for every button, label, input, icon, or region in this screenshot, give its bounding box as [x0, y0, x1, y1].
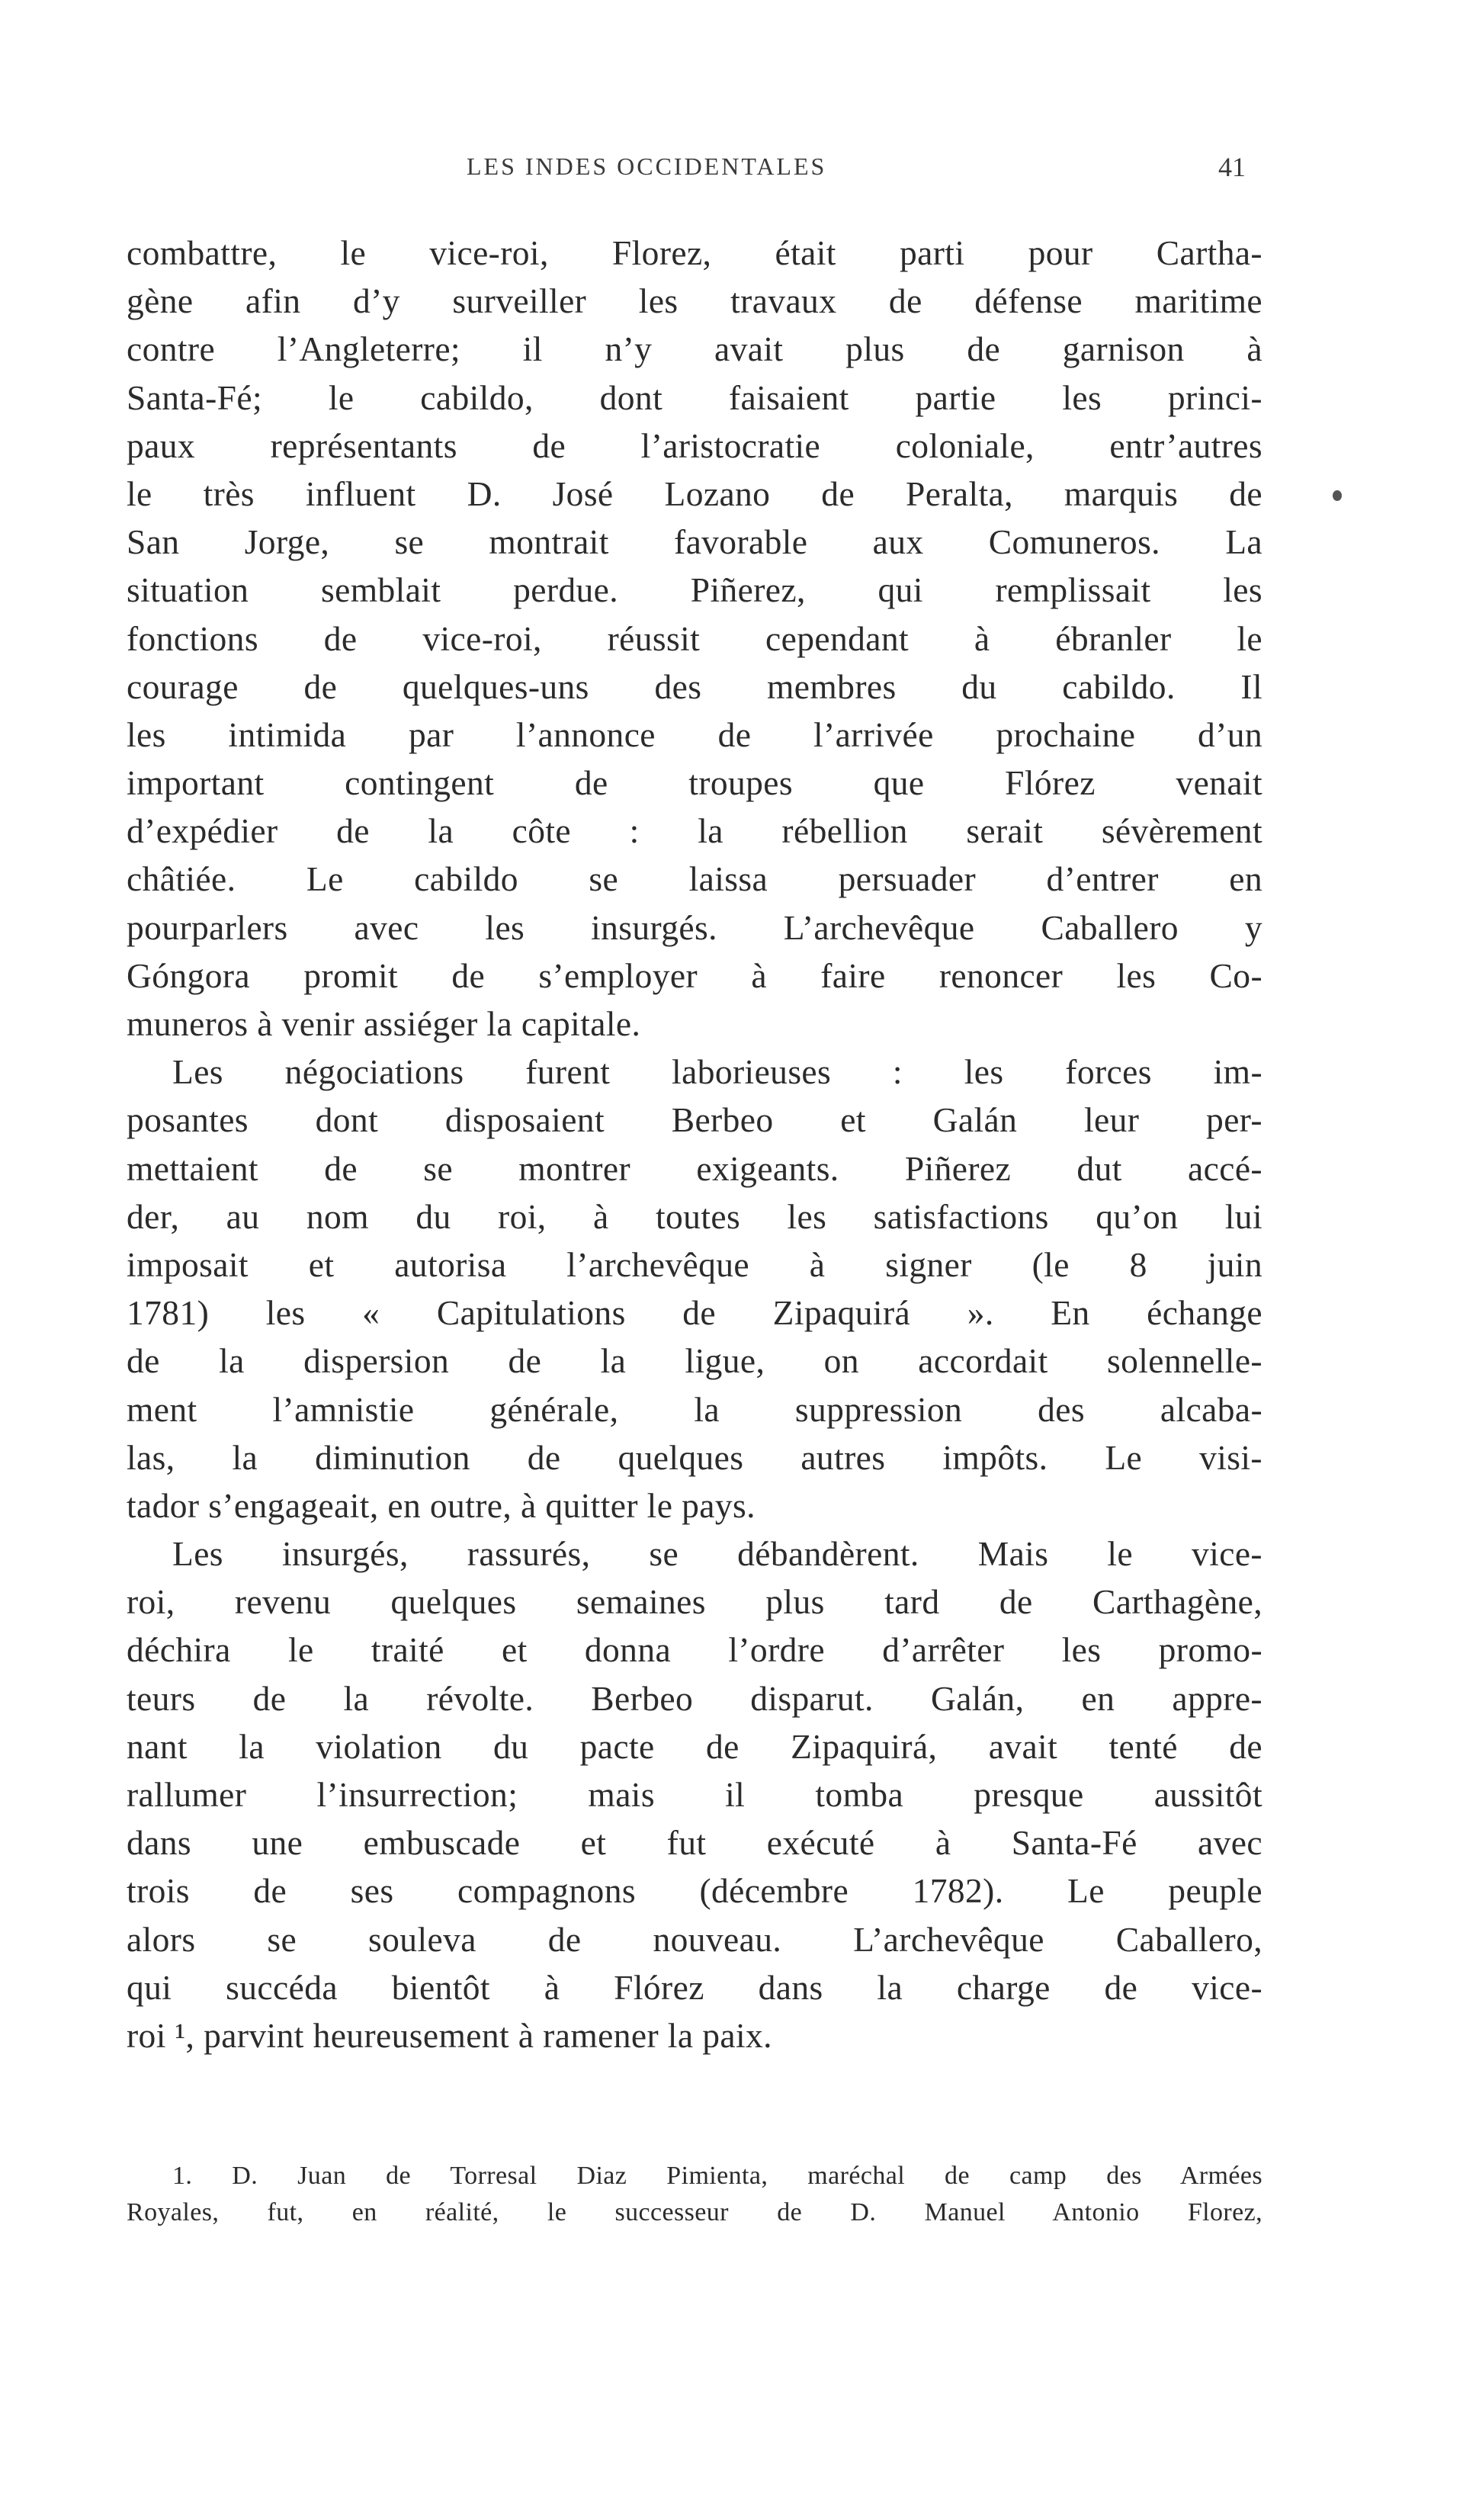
text-line: paux représentants de l’aristocratie coloniale, entr’autres	[127, 425, 1262, 465]
main-text-block	[127, 229, 1262, 2059]
text-line: dans une embuscade et fut exécuté à Santa-Fé avec	[127, 1823, 1262, 1863]
page-number: 41	[1218, 152, 1246, 182]
text-line: muneros à venir assiéger la capitale.	[127, 1004, 641, 1043]
text-line: contre l’Angleterre; il n’y avait plus de garnison à	[127, 329, 1262, 369]
text-line: les intimida par l’annonce de l’arrivée prochaine d’un	[127, 714, 1262, 754]
text-line: Santa-Fé; le cabildo, dont faisaient partie les princi-	[127, 377, 1262, 417]
text-line: imposait et autorisa l’archevêque à signer (le 8 juin	[127, 1244, 1262, 1284]
text-line: important contingent de troupes que Flórez venait	[127, 763, 1262, 803]
text-line: mettaient de se montrer exigeants. Piñerez dut accé-	[127, 1148, 1262, 1188]
text-line: der, au nom du roi, à toutes les satisfactions qu’on lui	[127, 1196, 1262, 1236]
footnote-block	[127, 2158, 1262, 2231]
text-line: Les insurgés, rassurés, se débandèrent. Mais le vice-	[172, 1534, 1262, 1574]
text-line: combattre, le vice-roi, Florez, était parti pour Cartha-	[127, 233, 1262, 272]
text-line: pourparlers avec les insurgés. L’archevêque Caballero y	[127, 907, 1262, 947]
margin-dot-mark	[1333, 490, 1342, 501]
text-line: nant la violation du pacte de Zipaquirá, avait tenté de	[127, 1726, 1262, 1766]
text-line: gène afin d’y surveiller les travaux de défense maritime	[127, 281, 1262, 321]
text-line: alors se souleva de nouveau. L’archevêque Caballero,	[127, 1919, 1262, 1959]
text-line: roi ¹, parvint heureusement à ramener la paix.	[127, 2015, 772, 2055]
text-line: trois de ses compagnons (décembre 1782). Le peuple	[127, 1871, 1262, 1911]
footnote-line: Royales, fut, en réalité, le successeur de D. Manuel Antonio Florez,	[127, 2198, 1262, 2226]
text-line: d’expédier de la côte : la rébellion serait sévèrement	[127, 811, 1262, 851]
text-line: qui succéda bientôt à Flórez dans la charge de vice-	[127, 1967, 1262, 2007]
text-line: courage de quelques-uns des membres du cabildo. Il	[127, 666, 1262, 706]
text-line: posantes dont disposaient Berbeo et Galán leur per-	[127, 1100, 1262, 1140]
text-line: châtiée. Le cabildo se laissa persuader d’entrer en	[127, 859, 1262, 899]
text-line: rallumer l’insurrection; mais il tomba presque aussitôt	[127, 1775, 1262, 1814]
footnote-line: 1. D. Juan de Torresal Diaz Pimienta, maréchal de camp des Armées	[172, 2162, 1262, 2190]
text-line: roi, revenu quelques semaines plus tard de Carthagène,	[127, 1582, 1262, 1622]
text-line: tador s’engageait, en outre, à quitter le pays.	[127, 1485, 756, 1525]
text-line: las, la diminution de quelques autres impôts. Le visi-	[127, 1437, 1262, 1477]
text-line: 1781) les « Capitulations de Zipaquirá ». En échange	[127, 1293, 1262, 1333]
text-line: le très influent D. José Lozano de Peralta, marquis de	[127, 474, 1262, 513]
text-line: situation semblait perdue. Piñerez, qui remplissait les	[127, 570, 1262, 610]
text-line: Góngora promit de s’employer à faire renoncer les Co-	[127, 955, 1262, 995]
running-title: LES INDES OCCIDENTALES	[467, 152, 827, 180]
text-line: teurs de la révolte. Berbeo disparut. Galán, en appre-	[127, 1678, 1262, 1718]
text-line: fonctions de vice-roi, réussit cependant à ébranler le	[127, 618, 1262, 658]
text-line: Les négociations furent laborieuses : les forces im-	[172, 1052, 1262, 1092]
text-line: ment l’amnistie générale, la suppression des alcaba-	[127, 1389, 1262, 1429]
text-line: San Jorge, se montrait favorable aux Comuneros. La	[127, 522, 1262, 562]
text-line: déchira le traité et donna l’ordre d’arrêter les promo-	[127, 1630, 1262, 1670]
text-line: de la dispersion de la ligue, on accordait solennelle-	[127, 1341, 1262, 1381]
